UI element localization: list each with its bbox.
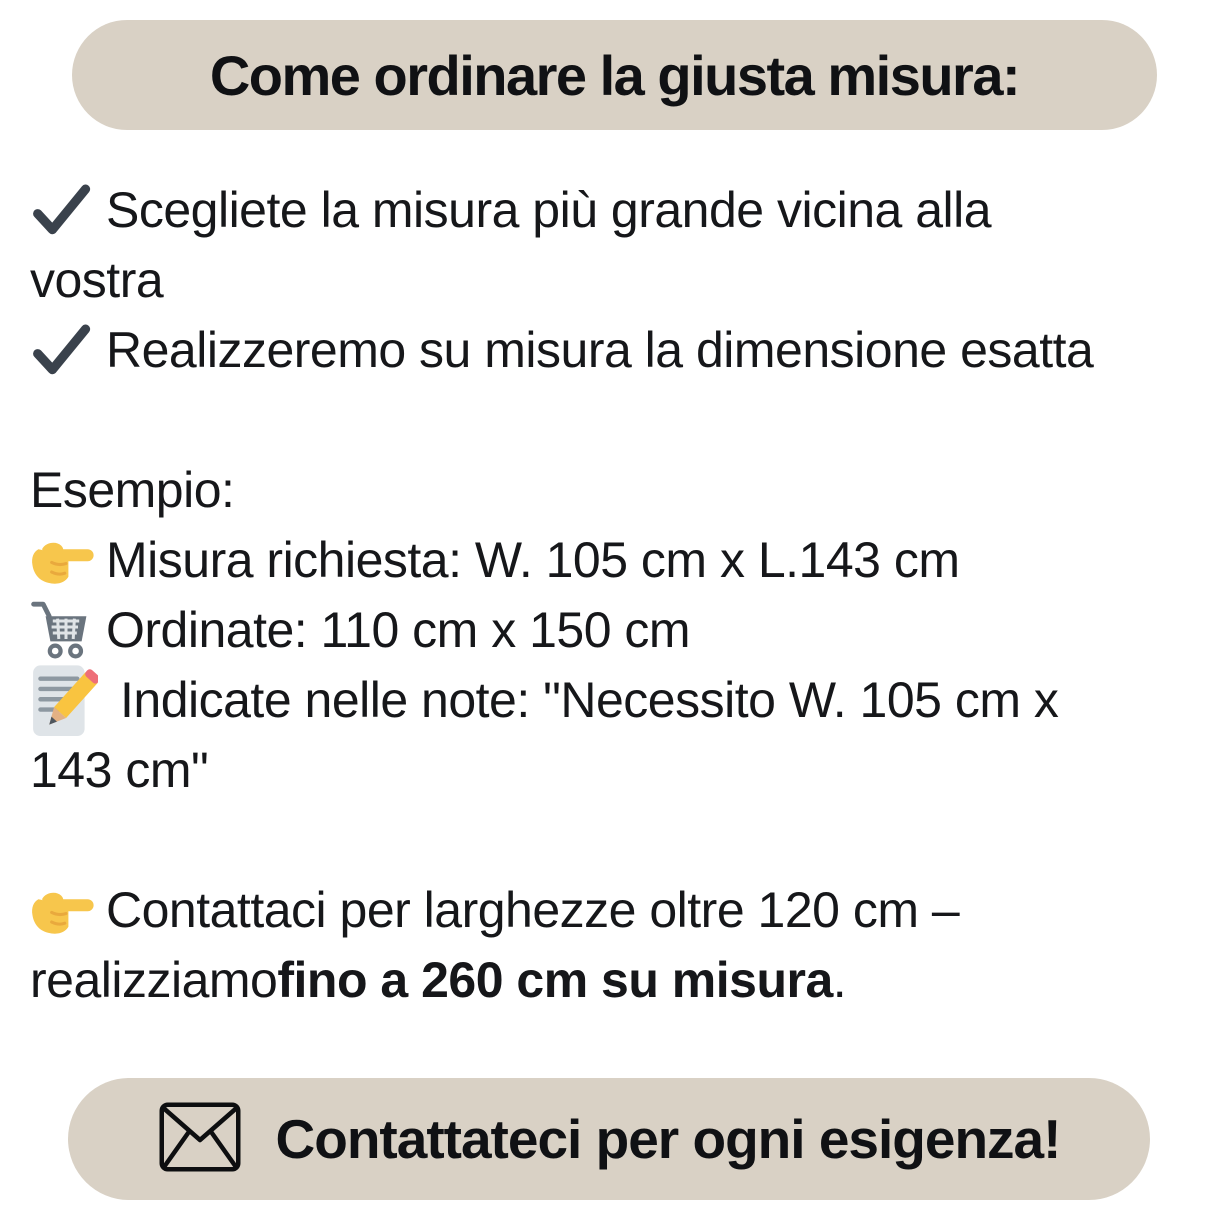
contact-note-wrap [30,945,1194,1015]
contact-note-text: Contattaci per larghezze oltre 120 cm – [106,882,960,938]
checklist-item [30,175,1194,245]
checklist-item-text: Scegliete la misura più grande vicina alla [106,182,992,238]
contact-button-label: Contattateci per ogni esigenza! [275,1108,1061,1170]
checklist-item-text: Realizzeremo su misura la dimensione esatta [106,322,1094,378]
example-item-text: Ordinate: 110 cm x 150 cm [106,602,691,658]
checklist-item [30,315,1194,385]
example-item-order [30,595,1194,665]
example-item-text: 143 cm" [30,742,209,798]
example-heading: Esempio: [30,462,235,518]
example-item-note-wrap [30,735,1194,805]
blank-line [30,805,1194,875]
example-item-text: Indicate nelle note: "Necessito W. 105 cm x [120,672,1059,728]
checklist-item-wrap [30,245,1194,315]
contact-button[interactable] [68,1078,1150,1200]
memo-icon [30,661,120,739]
header-banner [72,20,1157,130]
example-item-text: Misura richiesta: W. 105 cm x L.143 cm [106,532,960,588]
example-item-requested [30,525,1194,595]
shopping-cart-icon [30,598,106,662]
check-icon [30,183,106,237]
envelope-icon [158,1101,242,1178]
contact-note-text-end: . [832,952,847,1008]
contact-note-bold-text: fino a 260 cm su misura [277,952,833,1008]
example-item-note [30,665,1194,735]
pointing-hand-icon [30,881,106,939]
blank-line [30,385,1194,455]
pointing-hand-icon [30,531,106,589]
checklist-item-text: vostra [30,252,164,308]
page-title: Come ordinare la giusta misura: [209,43,1020,107]
contact-note [30,875,1194,945]
body-text [30,175,1194,1015]
contact-note-text: realizziamo [30,952,278,1008]
check-icon [30,323,106,377]
